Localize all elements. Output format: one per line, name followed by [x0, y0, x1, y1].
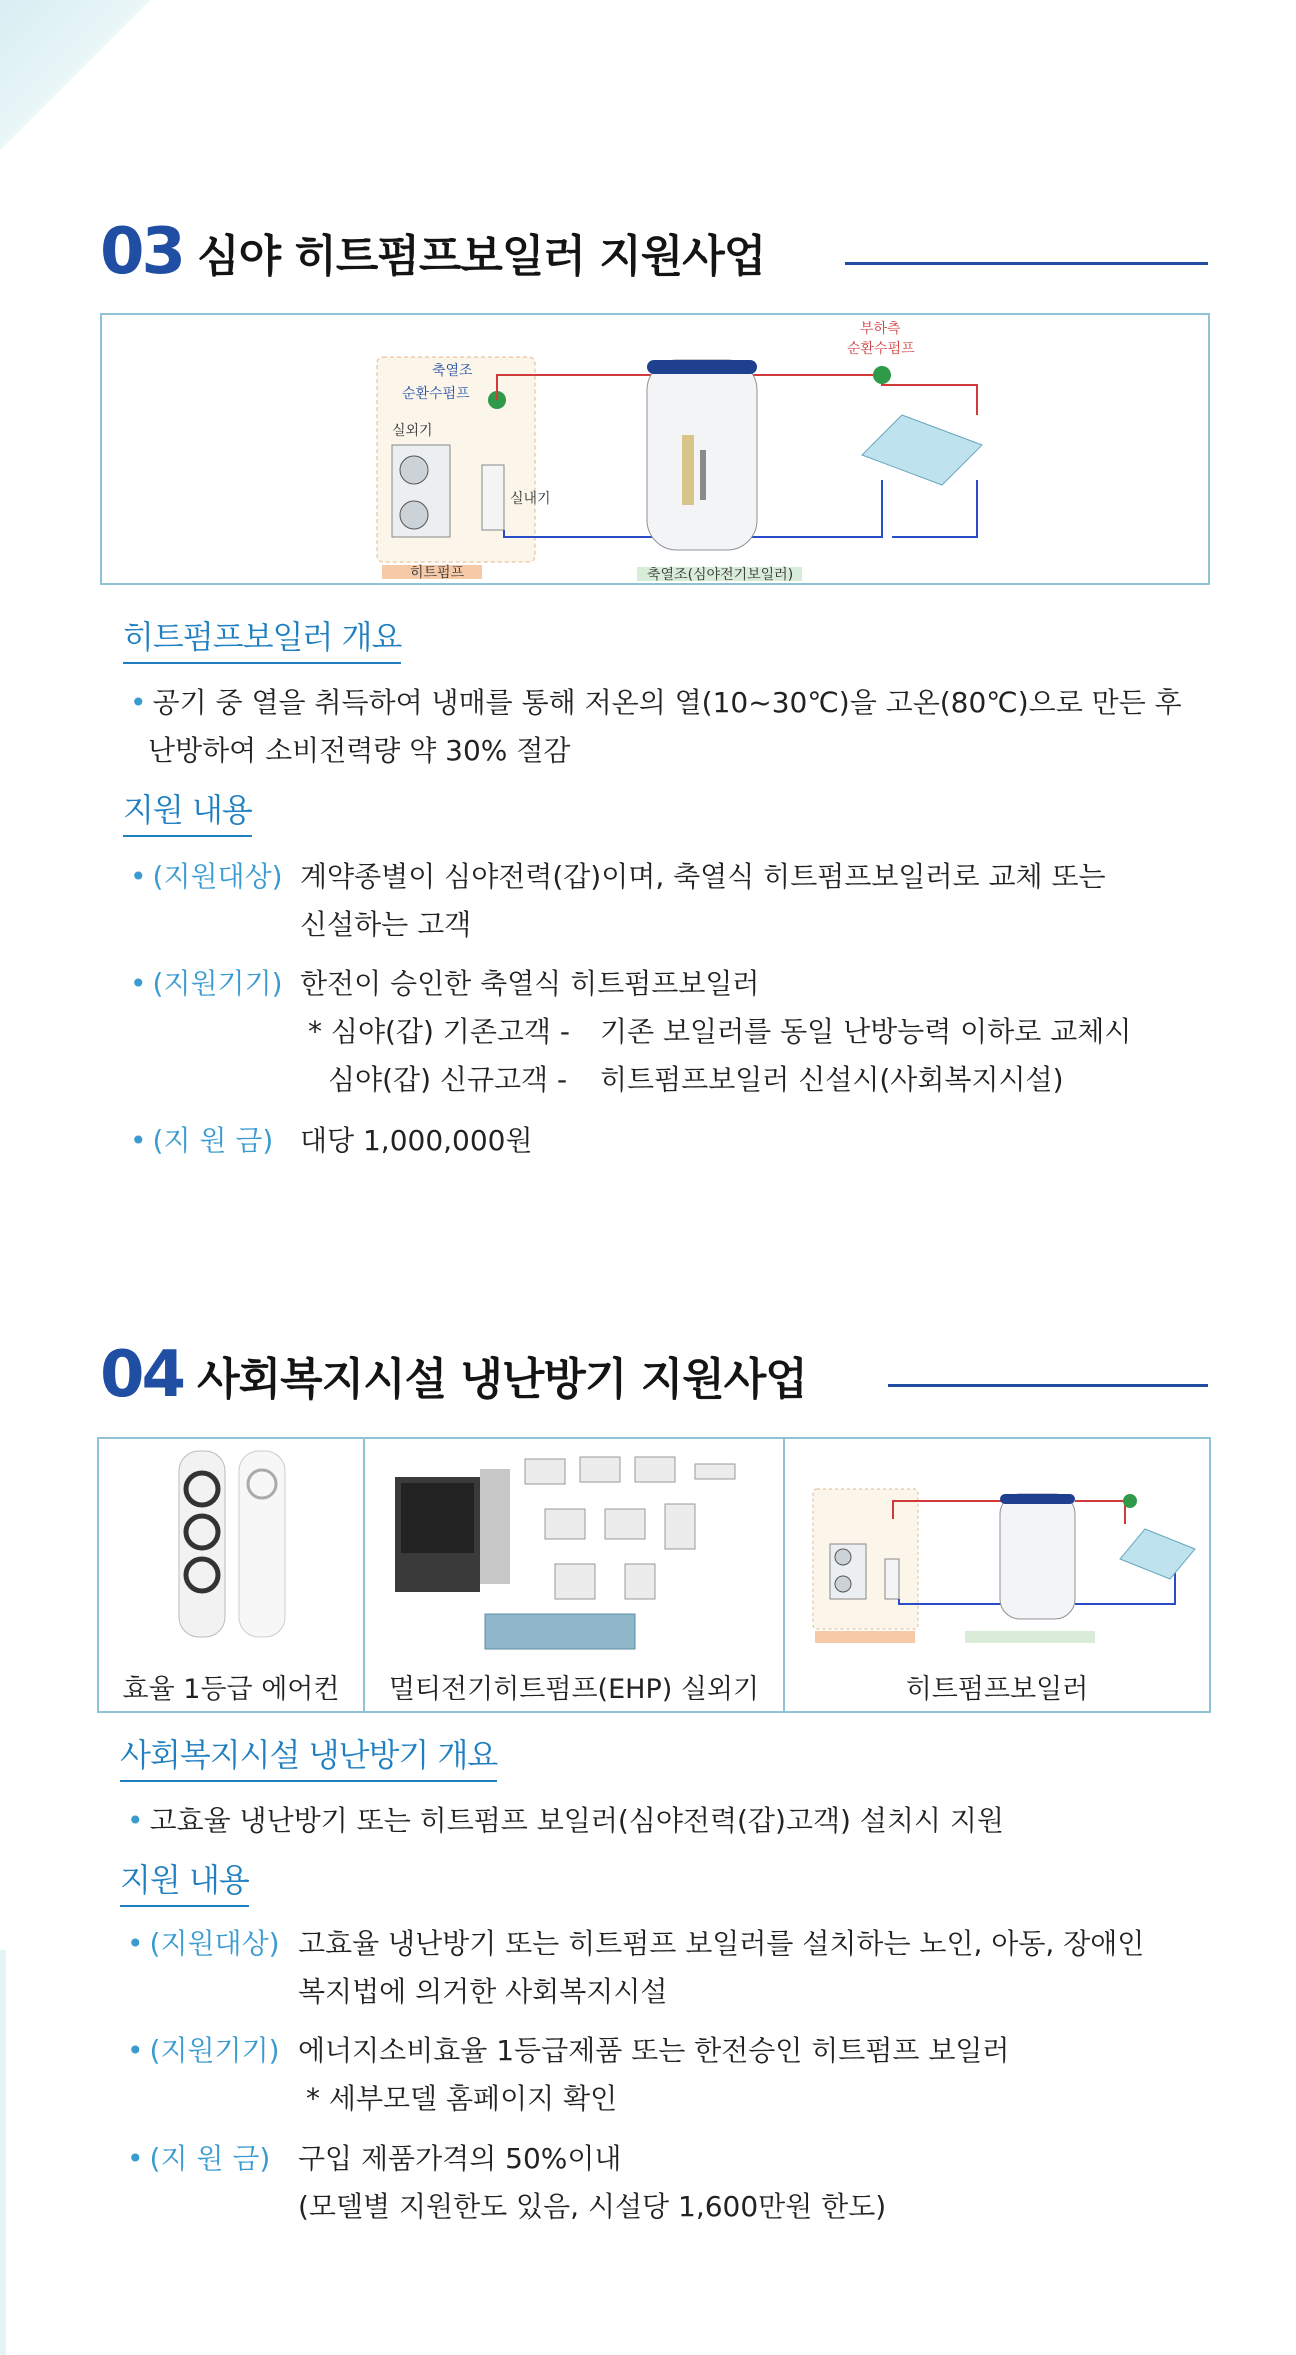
support-heading: 지원 내용	[120, 1855, 249, 1907]
diagram-label: 축열조(심야전기보일러)	[647, 567, 794, 583]
section-04-heading	[100, 1338, 807, 1412]
heat-pump-diagram	[100, 313, 1210, 585]
section-number: 03	[100, 215, 184, 289]
diagram-label: 순환수펌프	[402, 386, 470, 402]
aircon-illustration	[99, 1439, 363, 1659]
device-note-label: * 심야(갑) 기존고객 -	[308, 1015, 570, 1048]
amount-text: 대당 1,000,000원	[300, 1124, 533, 1157]
target-text: 복지법에 의거한 사회복지시설	[298, 1975, 668, 2008]
support-heading: 지원 내용	[123, 785, 252, 837]
support-target: • (지원대상)	[130, 853, 283, 901]
overview-line: 공기 중 열을 취득하여 냉매를 통해 저온의 열(10~30℃)을 고온(80℃)으로 만든 후	[152, 686, 1182, 719]
heat-pump-diagram-svg	[102, 315, 1208, 583]
overview-heading: 히트펌프보일러 개요	[123, 612, 401, 664]
diagram-label: 순환수펌프	[847, 341, 915, 357]
device-tag: (지원기기)	[149, 2034, 280, 2067]
support-device: • (지원기기)	[127, 2027, 280, 2075]
device-text: 에너지소비효율 1등급제품 또는 한전승인 히트펌프 보일러	[298, 2034, 1010, 2067]
device-note-label: 심야(갑) 신규고객 -	[328, 1063, 568, 1096]
overview-line: 고효율 냉난방기 또는 히트펌프 보일러(심야전력(갑)고객) 설치시 지원	[149, 1804, 1004, 1837]
target-text: 계약종별이 심야전력(갑)이며, 축열식 히트펌프보일러로 교체 또는	[300, 860, 1106, 893]
target-text: 신설하는 고객	[300, 908, 472, 941]
diagram-label: 실외기	[392, 423, 433, 439]
device-note-text: 기존 보일러를 동일 난방능력 이하로 교체시	[600, 1015, 1132, 1048]
amount-text: 구입 제품가격의 50%이내	[298, 2142, 622, 2175]
product-panel	[97, 1437, 1211, 1713]
corner-decoration	[0, 0, 180, 150]
ehp-illustration	[365, 1439, 783, 1659]
boiler-illustration	[785, 1439, 1209, 1659]
target-tag: (지원대상)	[149, 1927, 280, 1960]
diagram-label: 실내기	[510, 491, 551, 507]
device-text: 한전이 승인한 축열식 히트펌프보일러	[300, 967, 760, 1000]
product-caption: 히트펌프보일러	[905, 1674, 1089, 1705]
product-caption: 멀티전기히트펌프(EHP) 실외기	[388, 1674, 760, 1705]
support-amount: • (지 원 금)	[127, 2135, 270, 2183]
diagram-label: 히트펌프	[410, 565, 465, 581]
product-aircon	[99, 1439, 365, 1711]
section-number: 04	[100, 1338, 184, 1412]
overview-line: 난방하여 소비전력량 약 30% 절감	[148, 734, 571, 767]
support-amount: • (지 원 금)	[130, 1117, 273, 1165]
support-device: • (지원기기)	[130, 960, 283, 1008]
amount-tag: (지 원 금)	[152, 1124, 274, 1157]
overview-heading: 사회복지시설 냉난방기 개요	[120, 1730, 497, 1782]
section-title: 심야 히트펌프보일러 지원사업	[197, 231, 766, 282]
section-rule	[888, 1384, 1208, 1387]
target-text: 고효율 냉난방기 또는 히트펌프 보일러를 설치하는 노인, 아동, 장애인	[298, 1927, 1145, 1960]
amount-tag: (지 원 금)	[149, 2142, 271, 2175]
support-target: • (지원대상)	[127, 1920, 280, 1968]
section-03-heading	[100, 215, 765, 289]
overview-text: • 고효율 냉난방기 또는 히트펌프 보일러(심야전력(갑)고객) 설치시 지원	[127, 1804, 1004, 1837]
product-ehp	[365, 1439, 785, 1711]
left-edge-decoration	[0, 1950, 6, 2355]
product-heatpump-boiler	[785, 1439, 1209, 1711]
section-title: 사회복지시설 냉난방기 지원사업	[197, 1354, 807, 1405]
amount-text: (모델별 지원한도 있음, 시설당 1,600만원 한도)	[298, 2190, 887, 2223]
product-caption: 효율 1등급 에어컨	[122, 1674, 340, 1705]
overview-text: • 공기 중 열을 취득하여 냉매를 통해 저온의 열(10~30℃)을 고온(80℃)으로 만든 후 난방하여 소비전력량 약 30% 절감	[130, 679, 1182, 775]
section-rule	[845, 262, 1208, 265]
target-tag: (지원대상)	[152, 860, 283, 893]
diagram-label: 부하측	[860, 321, 901, 337]
diagram-label: 축열조	[432, 363, 473, 379]
device-note-text: 히트펌프보일러 신설시(사회복지시설)	[600, 1063, 1064, 1096]
device-tag: (지원기기)	[152, 967, 283, 1000]
device-note: * 세부모델 홈페이지 확인	[306, 2082, 618, 2115]
